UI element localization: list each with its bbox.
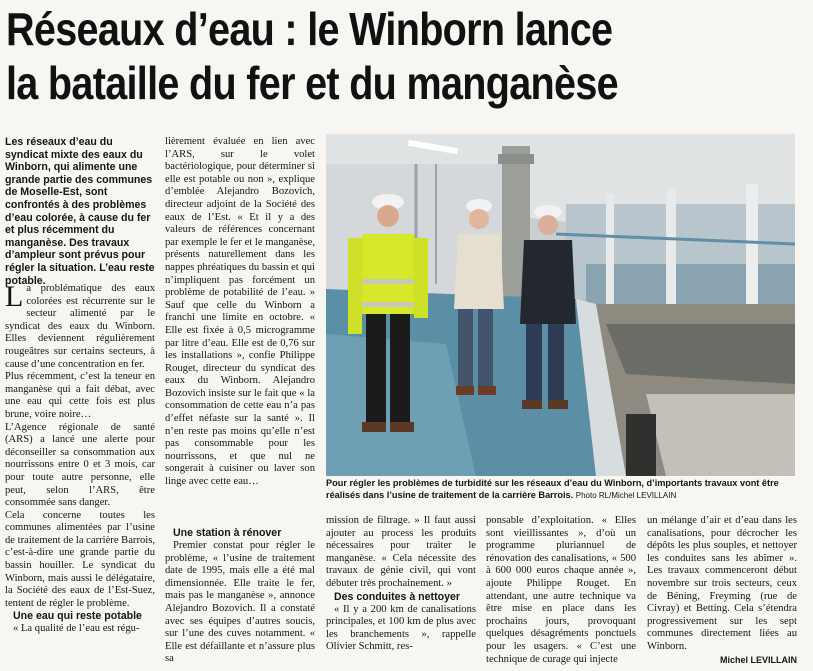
photo-caption: Pour régler les problèmes de turbidité sur les réseaux d’eau du Winborn, d’importants travaux vont être réalisés dans l’usine de traitement de la carrière Barrois. Photo RL/Michel LEVILLAIN	[326, 478, 779, 500]
body-paragraph: Premier constat pour régler le problème, « l’usine de traitement date de 1995, mais elle a été mal dimensionnée. Elle traite le fer, mais pas le manganèse », annonce Alejandro Bozovich. Il a constaté avec ses équipes d’autres soucis, sur l’une des cuves notamment. « Elle est défaillante et n’assure plus sa	[165, 540, 315, 665]
plant-illustration	[326, 134, 795, 476]
headline	[6, 2, 806, 110]
body-paragraph: La problématique des eaux colorées est récurrente sur le secteur alimenté par le syndicat des eaux du Winborn. Elles deviennent régulièrement rougeâtres sur certains secteurs, à cause d’une concentration en fer.	[5, 280, 155, 370]
column-1	[5, 280, 155, 636]
body-paragraph: « Il y a 200 km de canalisations principales, et 100 km de plus avec les branchements », rappelle Olivier Schmitt, res-	[326, 603, 476, 653]
author-signature: Michel LEVILLAIN	[719, 654, 797, 665]
column-2	[165, 136, 315, 489]
headline-line-2: la bataille du fer et du manganèse	[6, 57, 618, 109]
column-5	[647, 515, 797, 666]
subheading-station: Une station à rénover	[173, 527, 282, 539]
body-paragraph: mission de filtrage. » Il faut aussi ajouter au process les produits nécessaires pour traiter le manganèse. « Cela nécessite des travaux de génie civil, qui vont débuter très prochainement. »	[326, 515, 476, 589]
body-paragraph: Plus récemment, c’est la teneur en manganèse qui a fait débat, avec une eau qui cette fois est plus brune, voire noire…	[5, 371, 155, 420]
body-paragraph: un mélange d’air et d’eau dans les canalisations, pour décrocher les dépôts les plus souples, et nettoyer les conduites sans les abîmer ». Les travaux commenceront début novembre sur trois secteurs, ceux de Béning, Freyming (rue de Civray) et Betting. Cela s’étendra progressivement sur les sept communes directement liées au Winborn.	[647, 515, 797, 652]
photo-water-plant	[326, 134, 795, 476]
body-paragraph: Cela concerne toutes les communes alimentées par l’usine de traitement de la carrière Barrois, c’est-à-dire une grande partie du bassin houiller. Le syndicat du Winborn, mais aussi le délégataire, la Société des eaux de l’Est-Suez, tentent de régler le problème.	[5, 509, 155, 609]
headline-line-1: Réseaux d’eau : le Winborn lance	[6, 3, 613, 55]
body-paragraph: lièrement évaluée en lien avec l’ARS, sur le volet bactériologique, pour déterminer si elle est potable ou non », explique d’emblée Alejandro Bozovich, directeur adjoint de la Société des eaux de l’Est. « Et il y a des valeurs de références concernant par exemple le fer et le manganèse, présents naturellement dans les nappes phréatiques du bassin et qui n’impliquent pas forcément un problème de potabilité de l’eau. » Sauf que celle du Winborn a franchi une limite en octobre. « Elle est fixée à 0,5 microgramme par litre d’eau. Elle est de 0,76 sur les installations », confie Philippe Rouget, directeur du syndicat des eaux du Winborn. Alejandro Bozovich insiste sur le fait que « la consommation de cette eau n’a pas d’effet néfaste sur la santé ». Il n’en reste pas moins qu’elle n’est pas consommable pour les nourrissons, et que nul ne songerait à cuisiner ou laver son linge avec cette eau…	[165, 136, 315, 488]
body-paragraph: L’Agence régionale de santé (ARS) a lancé une alerte pour déconseiller sa consommation aux nourrissons entre 0 et 3 mois, car pour toute autre personne, elle peut, selon l’ARS, être consommée sans danger.	[5, 421, 155, 509]
lead-paragraph: Les réseaux d’eau du syndicat mixte des eaux du Winborn, qui alimente une grande partie des communes de Moselle-Est, sont confrontés à des problèmes d’eau colorée, à cause du fer et plus récemment du manganèse. Des travaux d’ampleur sont prévus pour régler la situation. L’eau reste potable.	[5, 136, 155, 287]
subheading-potable: Une eau qui reste potable	[13, 610, 142, 623]
body-paragraph: ponsable d’exploitation. « Elles sont vieillissantes », d’où un programme pluriannuel de rénovation des canalisations, « 500 à 600 000 euros chaque année », ajoute Philippe Rouget. En attendant, une autre technique va être mise en place dans les prochains jours, provoquant quelques désagréments ponctuels pour les usagers. « C’est une technique de curage qui injecte	[486, 515, 636, 665]
subheading-conduites: Des conduites à nettoyer	[334, 590, 460, 603]
column-2-bottom	[165, 527, 315, 666]
column-4	[486, 515, 636, 666]
body-paragraph: « La qualité de l’eau est régu-	[13, 623, 140, 635]
drop-cap: L	[5, 280, 24, 313]
column-3	[326, 515, 476, 654]
photo-credit: Photo RL/Michel LEVILLAIN	[575, 490, 677, 500]
